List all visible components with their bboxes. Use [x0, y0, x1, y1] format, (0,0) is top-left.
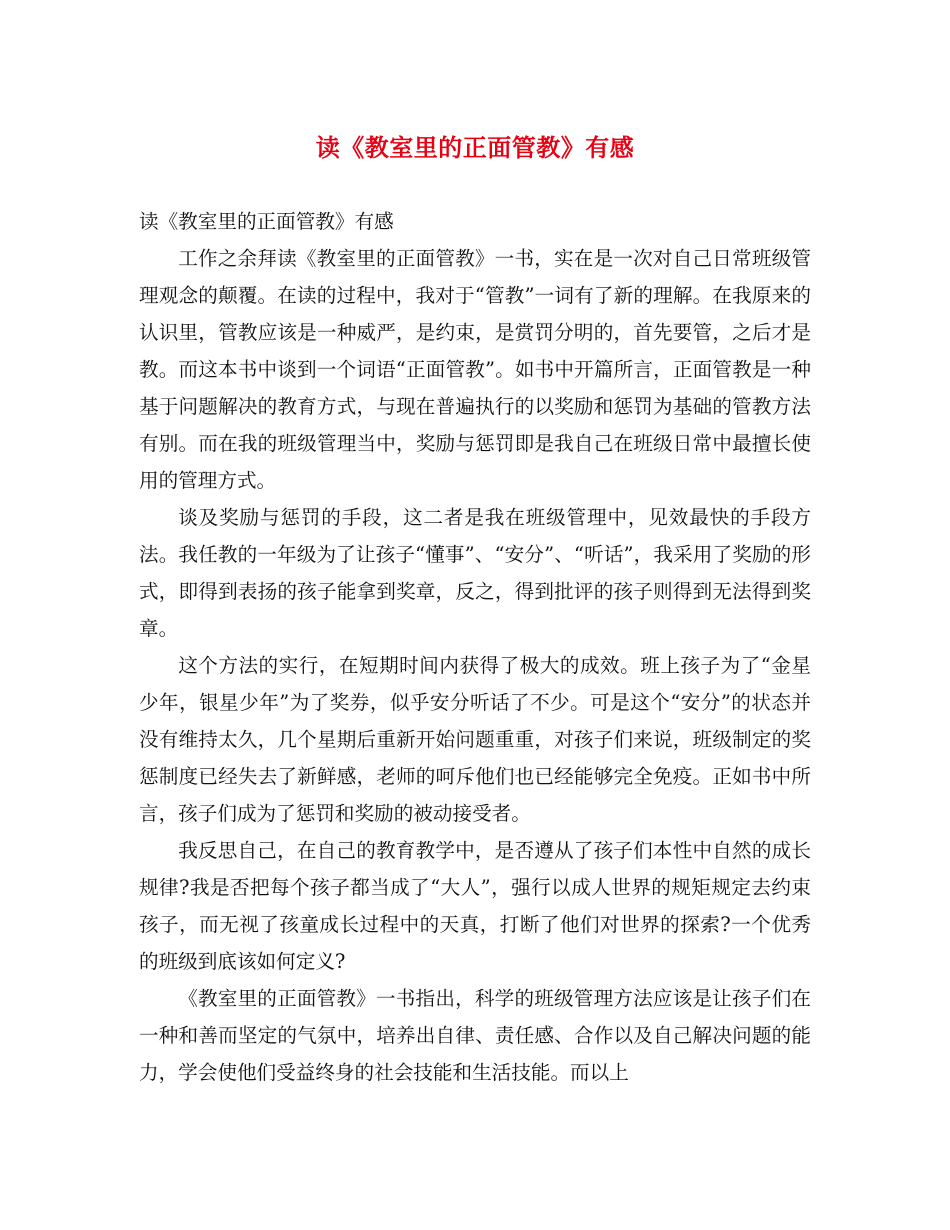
paragraph-3: 这个方法的实行，在短期时间内获得了极大的成效。班上孩子为了“金星少年，银星少年”为了奖券，似乎安分听话了不少。可是这个“安分”的状态并没有维持太久，几个星期后重新开始问题重重，对孩子们来说，班级制定的奖惩制度已经失去了新鲜感，老师的呵斥他们也已经能够完全免疫。正如书中所言，孩子们成为了惩罚和奖励的被动接受者。: [139, 654, 811, 825]
paragraph-5: 《教室里的正面管教》一书指出，科学的班级管理方法应该是让孩子们在一种和善而坚定的气氛中，培养出自律、责任感、合作以及自己解决问题的能力，学会使他们受益终身的社会技能和生活技能。而以上: [139, 987, 811, 1084]
paragraph-4: 我反思自己，在自己的教育教学中，是否遵从了孩子们本性中自然的成长规律?我是否把每个孩子都当成了“大人”，强行以成人世界的规矩规定去约束孩子，而无视了孩童成长过程中的天真，打断了他们对世界的探索?一个优秀的班级到底该如何定义?: [139, 839, 811, 973]
paragraph-1: 工作之余拜读《教室里的正面管教》一书，实在是一次对自己日常班级管理观念的颠覆。在读的过程中，我对于“管教”一词有了新的理解。在我原来的认识里，管教应该是一种威严，是约束，是赏罚分明的，首先要管，之后才是教。而这本书中谈到一个词语“正面管教”。如书中开篇所言，正面管教是一种基于问题解决的教育方式，与现在普遍执行的以奖励和惩罚为基础的管教方法有别。而在我的班级管理当中，奖励与惩罚即是我自己在班级日常中最擅长使用的管理方式。: [139, 247, 811, 492]
paragraph-2: 谈及奖励与惩罚的手段，这二者是我在班级管理中，见效最快的手段方法。我任教的一年级为了让孩子“懂事”、“安分”、“听话”，我采用了奖励的形式，即得到表扬的孩子能拿到奖章，反之，得到批评的孩子则得到无法得到奖章。: [139, 506, 811, 640]
document-body: [139, 203, 811, 1091]
document-title: 读《教室里的正面管教》有感: [315, 133, 635, 162]
document-subtitle: 读《教室里的正面管教》有感: [139, 210, 394, 233]
